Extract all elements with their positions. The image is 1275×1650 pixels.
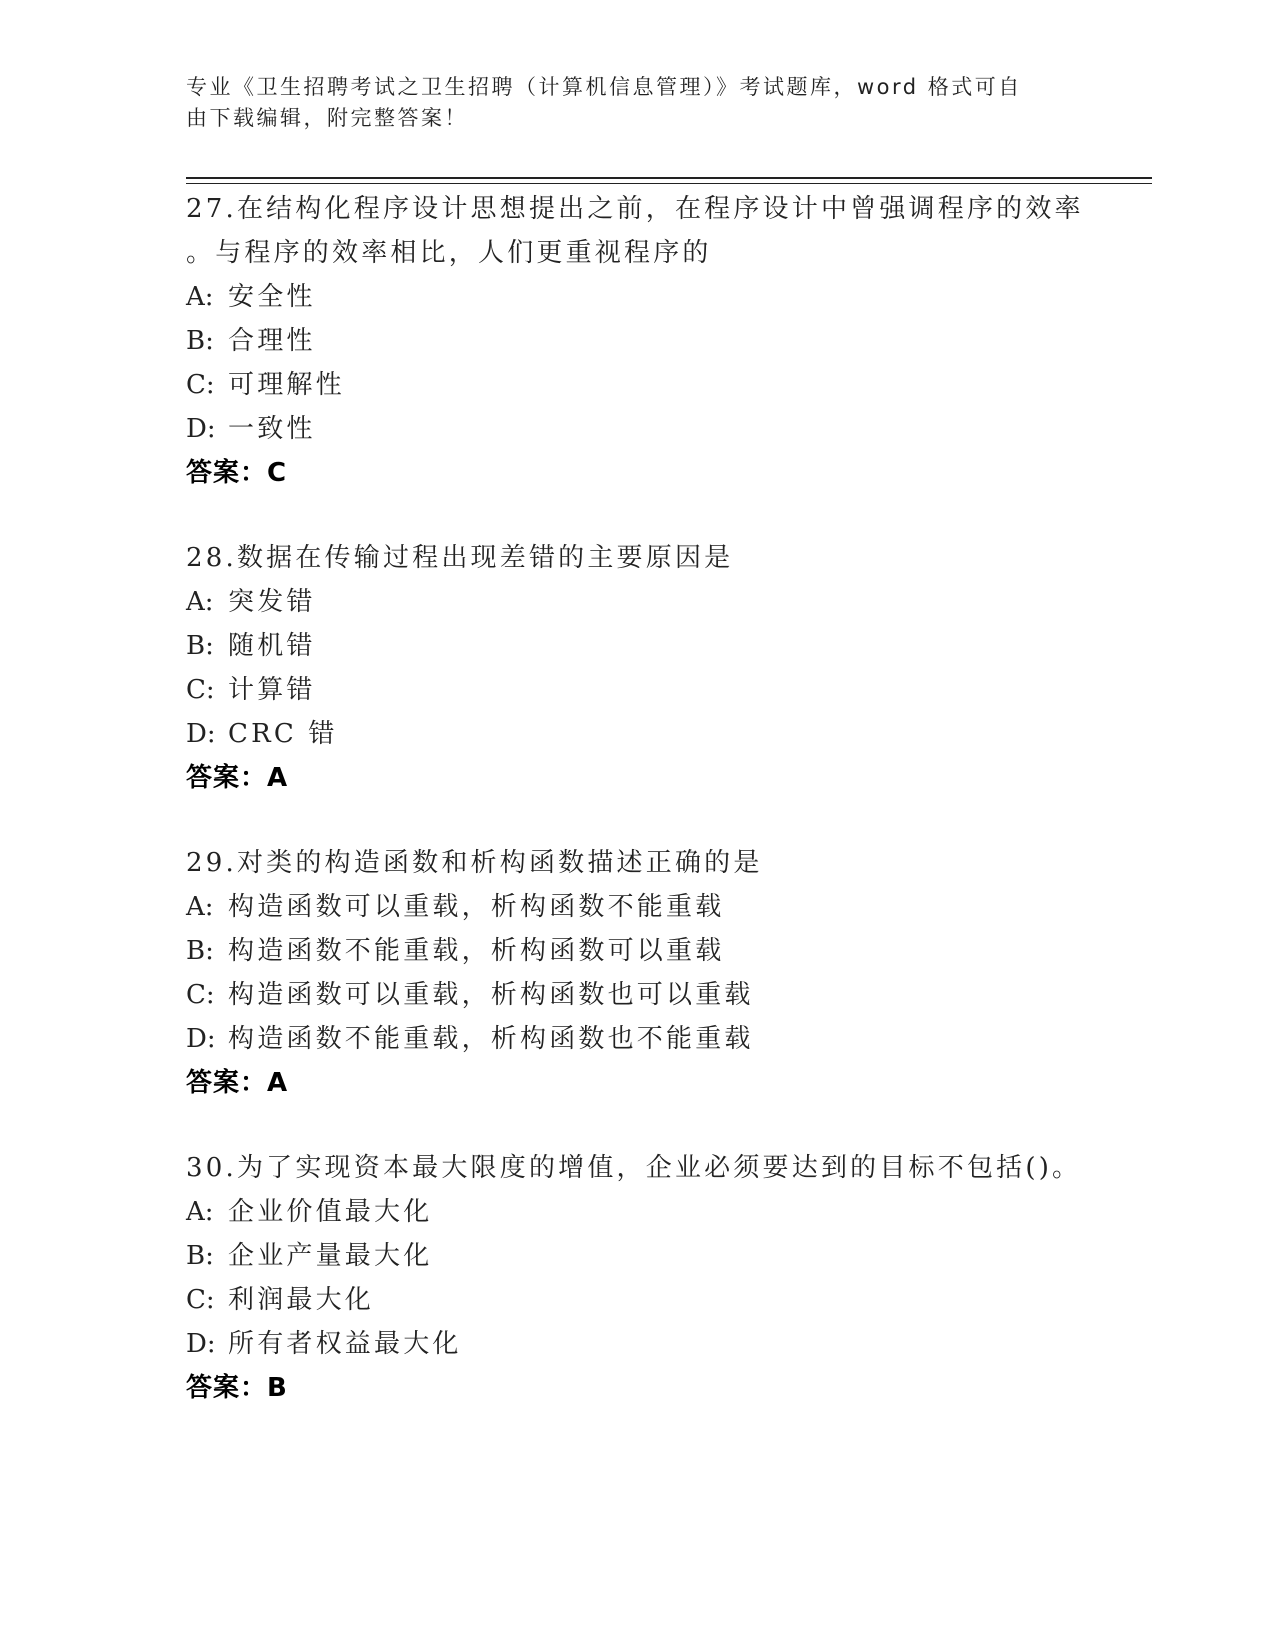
option-letter: A: [186,1197,214,1227]
option-letter: D: [186,1329,216,1359]
question-30 [186,1146,1166,1410]
header-line-1: 专业《卫生招聘考试之卫生招聘（计算机信息管理）》考试题库，word 格式可自 [186,75,1022,99]
option-text: 突发错 [228,587,316,617]
option-letter: C: [186,980,215,1010]
option-text: CRC 错 [228,719,338,749]
option-text: 计算错 [228,675,316,705]
question-stem-continued: 。与程序的效率相比，人们更重视程序的 [186,238,712,268]
option-text: 所有者权益最大化 [228,1329,462,1359]
option-c [186,668,1166,712]
option-c [186,973,1166,1017]
question-27 [186,187,1166,495]
option-d [186,712,1166,756]
option-letter: D: [186,414,216,444]
option-text: 安全性 [228,282,316,312]
option-text: 可理解性 [228,370,345,400]
option-b [186,319,1166,363]
answer: 答案：A [186,763,289,793]
option-letter: C: [186,675,215,705]
option-text: 一致性 [228,414,316,444]
option-d [186,1017,1166,1061]
option-letter: B: [186,326,214,356]
answer: 答案：C [186,458,288,488]
option-text: 利润最大化 [228,1285,375,1315]
document-header [186,72,1066,134]
option-letter: A: [186,282,214,312]
option-text: 构造函数不能重载，析构函数可以重载 [228,936,725,966]
option-text: 随机错 [228,631,316,661]
option-letter: C: [186,1285,215,1315]
question-stem: 30.为了实现资本最大限度的增值，企业必须要达到的目标不包括()。 [186,1153,1082,1183]
option-c [186,363,1166,407]
question-28 [186,536,1166,800]
option-text: 企业产量最大化 [228,1241,433,1271]
option-letter: D: [186,719,216,749]
option-letter: B: [186,631,214,661]
option-d [186,407,1166,451]
option-text: 构造函数可以重载，析构函数不能重载 [228,892,725,922]
option-c [186,1278,1166,1322]
answer: 答案：A [186,1068,289,1098]
option-letter: B: [186,1241,214,1271]
option-letter: C: [186,370,215,400]
question-stem: 29.对类的构造函数和析构函数描述正确的是 [186,848,763,878]
option-letter: B: [186,936,214,966]
option-a [186,885,1166,929]
question-29 [186,841,1166,1105]
option-text: 构造函数不能重载，析构函数也不能重载 [228,1024,754,1054]
header-line-2: 由下载编辑，附完整答案！ [186,106,468,130]
option-text: 企业价值最大化 [228,1197,433,1227]
option-text: 合理性 [228,326,316,356]
option-a [186,580,1166,624]
option-b [186,1234,1166,1278]
option-b [186,624,1166,668]
option-text: 构造函数可以重载，析构函数也可以重载 [228,980,754,1010]
header-divider-bottom [186,183,1152,184]
question-stem: 28.数据在传输过程出现差错的主要原因是 [186,543,734,573]
option-letter: A: [186,587,214,617]
header-divider-top [186,177,1152,179]
option-a [186,1190,1166,1234]
answer: 答案：B [186,1373,288,1403]
question-stem: 27.在结构化程序设计思想提出之前，在程序设计中曾强调程序的效率 [186,194,1084,224]
option-b [186,929,1166,973]
option-letter: D: [186,1024,216,1054]
option-d [186,1322,1166,1366]
option-a [186,275,1166,319]
option-letter: A: [186,892,214,922]
